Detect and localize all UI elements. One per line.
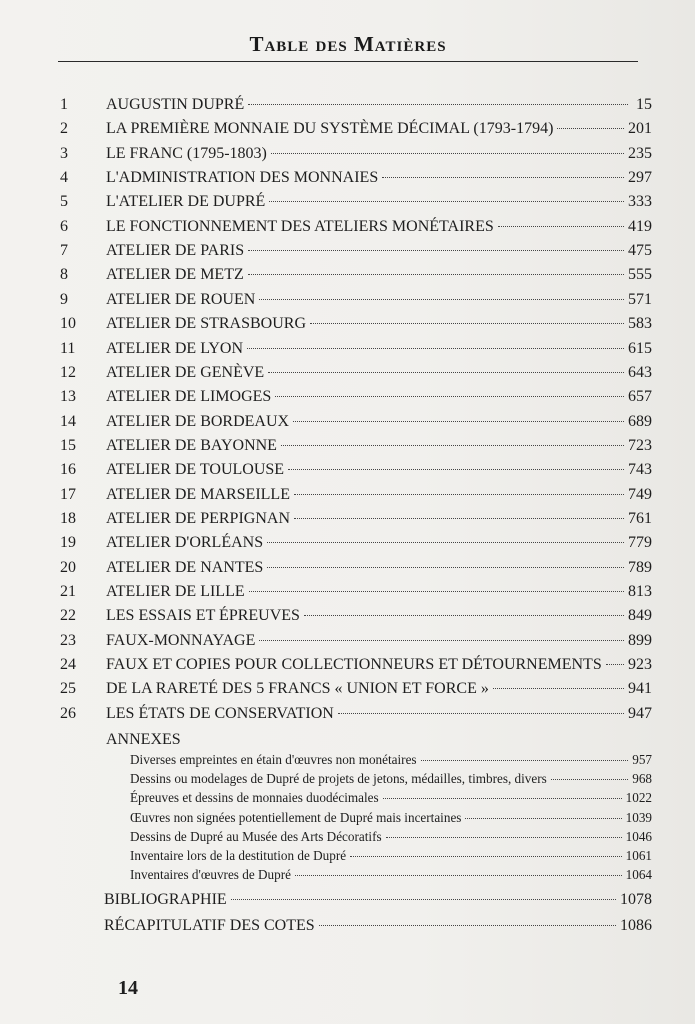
chapter-number: 7	[60, 242, 68, 260]
entry-page-number: 555	[628, 266, 652, 284]
toc-entry-end[interactable]	[104, 917, 652, 941]
entry-title: ATELIER DE BAYONNE	[106, 436, 277, 454]
toc-entry[interactable]	[60, 266, 652, 290]
entry-page-number: 743	[628, 461, 652, 479]
dot-leader	[247, 348, 624, 349]
entry-title: ATELIER DE METZ	[106, 266, 244, 284]
toc-entry[interactable]	[60, 169, 652, 193]
entry-page-number: 1061	[625, 848, 652, 863]
entry-title: ATELIER D'ORLÉANS	[106, 534, 264, 552]
entry-page-number: 1086	[620, 917, 652, 934]
toc-entry[interactable]	[60, 364, 652, 388]
toc-entry[interactable]	[60, 680, 652, 704]
entry-page-number: 923	[628, 656, 652, 674]
entry-page-number: 583	[628, 315, 652, 333]
toc-entry[interactable]	[60, 607, 652, 631]
toc-entry[interactable]	[60, 461, 652, 485]
chapter-number: 11	[60, 339, 76, 357]
toc-entry[interactable]	[60, 486, 652, 510]
toc-entry[interactable]	[60, 96, 652, 120]
dot-leader	[338, 713, 624, 714]
entry-page-number: 749	[628, 485, 652, 503]
dot-leader	[269, 201, 624, 202]
entry-page-number: 1046	[625, 828, 652, 844]
dot-leader	[294, 494, 624, 495]
dot-leader	[259, 299, 624, 300]
chapter-number: 20	[60, 558, 76, 576]
dot-leader	[231, 899, 616, 900]
toc-entry[interactable]	[60, 510, 652, 534]
annex-entry[interactable]	[130, 752, 652, 772]
chapter-number: 4	[60, 169, 68, 187]
entry-title: L'ATELIER DE DUPRÉ	[106, 193, 266, 211]
annex-entry[interactable]	[130, 810, 652, 830]
entry-page-number: 899	[628, 631, 652, 649]
entry-title: Œuvres non signées potentiellement de Dupré mais incertaines	[130, 809, 462, 825]
entry-page-number: 657	[628, 388, 652, 406]
entry-title: ATELIER DE ROUEN	[106, 290, 256, 308]
entry-title: ATELIER DE STRASBOURG	[106, 315, 307, 333]
chapter-number: 21	[60, 583, 76, 600]
entry-page-number: 201	[628, 120, 652, 138]
dot-leader	[350, 856, 622, 857]
entry-page-number: 849	[628, 607, 652, 625]
entry-title: ATELIER DE GENÈVE	[106, 363, 265, 381]
chapter-number: 18	[60, 509, 76, 527]
chapter-number: 23	[60, 631, 76, 649]
entry-title: LA PREMIÈRE MONNAIE DU SYSTÈME DÉCIMAL (1793-1794)	[106, 120, 554, 138]
entry-title: LE FONCTIONNEMENT DES ATELIERS MONÉTAIRES	[106, 217, 494, 235]
chapter-number: 24	[60, 656, 76, 674]
entry-title: RÉCAPITULATIF DES COTES	[104, 917, 315, 934]
entry-page-number: 1022	[625, 790, 652, 806]
entry-page-number: 643	[628, 363, 652, 381]
entry-title: Dessins de Dupré au Musée des Arts Décoratifs	[130, 828, 382, 844]
dot-leader	[249, 591, 624, 592]
toc-entry[interactable]	[60, 632, 652, 656]
entry-page-number: 779	[628, 534, 652, 552]
chapter-number: 2	[60, 120, 68, 138]
toc-entry[interactable]	[60, 534, 652, 558]
toc-entry[interactable]	[60, 145, 652, 169]
dot-leader	[267, 542, 624, 543]
entry-title: Épreuves et dessins de monnaies duodécimales	[130, 790, 379, 806]
entry-page-number: 761	[628, 509, 652, 527]
annex-entry[interactable]	[130, 867, 652, 887]
toc-entry[interactable]	[60, 291, 652, 315]
toc-entry[interactable]	[60, 242, 652, 266]
dot-leader	[493, 688, 624, 689]
dot-leader	[248, 274, 624, 275]
entry-title: ATELIER DE TOULOUSE	[106, 461, 285, 479]
toc-entry[interactable]	[60, 705, 652, 729]
toc-entry[interactable]	[60, 583, 652, 607]
toc-entry[interactable]	[60, 656, 652, 680]
dot-leader	[551, 779, 628, 780]
entry-page-number: 1078	[620, 891, 652, 908]
entry-page-number: 615	[628, 339, 652, 357]
dot-leader	[421, 760, 628, 761]
dot-leader	[248, 250, 624, 251]
chapter-number: 17	[60, 485, 76, 503]
chapter-number: 25	[60, 680, 76, 698]
entry-page-number: 723	[628, 436, 652, 454]
entry-title: LES ÉTATS DE CONSERVATION	[106, 704, 334, 722]
entry-page-number: 333	[628, 193, 652, 211]
entry-page-number: 968	[632, 771, 652, 787]
chapter-number: 1	[60, 96, 68, 113]
entry-page-number: 571	[628, 290, 652, 308]
dot-leader	[382, 177, 624, 178]
title-rule	[58, 61, 638, 62]
entry-page-number: 15	[636, 96, 652, 113]
toc-entry[interactable]	[60, 193, 652, 217]
toc-entry[interactable]	[60, 437, 652, 461]
toc-entry[interactable]	[60, 340, 652, 364]
toc-entry[interactable]	[60, 315, 652, 339]
entry-page-number: 297	[628, 169, 652, 187]
entry-page-number: 1039	[625, 809, 652, 825]
dot-leader	[268, 372, 624, 373]
chapter-number: 3	[60, 144, 68, 162]
dot-leader	[465, 818, 621, 819]
dot-leader	[606, 664, 624, 665]
chapter-number: 26	[60, 704, 76, 722]
entry-title: BIBLIOGRAPHIE	[104, 891, 227, 908]
entry-title: Inventaires d'œuvres de Dupré	[130, 867, 291, 883]
entry-title: ATELIER DE LYON	[106, 339, 244, 357]
entry-title: ATELIER DE PARIS	[106, 242, 245, 260]
entry-page-number: 941	[628, 680, 652, 698]
entry-title: LE FRANC (1795-1803)	[106, 144, 267, 162]
entry-title: Inventaire lors de la destitution de Dupré	[130, 848, 347, 863]
dot-leader	[386, 837, 622, 838]
dot-leader	[248, 104, 628, 105]
toc-entry[interactable]	[60, 218, 652, 242]
entry-title: ATELIER DE MARSEILLE	[106, 485, 290, 503]
annex-entry[interactable]	[130, 848, 652, 868]
entry-title: ATELIER DE LILLE	[106, 583, 245, 600]
chapter-number: 14	[60, 412, 76, 430]
chapter-number: 19	[60, 534, 76, 552]
entry-title: FAUX ET COPIES POUR COLLECTIONNEURS ET DÉTOURNEMENTS	[106, 656, 602, 674]
entry-title: Dessins ou modelages de Dupré de projets de jetons, médailles, timbres, divers	[130, 771, 547, 787]
entry-page-number: 235	[628, 144, 652, 162]
dot-leader	[293, 421, 624, 422]
dot-leader	[271, 153, 624, 154]
entry-title: DE LA RARETÉ DES 5 FRANCS « UNION ET FORCE »	[106, 680, 489, 698]
dot-leader	[498, 226, 624, 227]
entry-page-number: 419	[628, 217, 652, 235]
chapter-number: 22	[60, 607, 76, 625]
toc-entry[interactable]	[60, 413, 652, 437]
dot-leader	[281, 445, 624, 446]
dot-leader	[557, 128, 624, 129]
entry-page-number: 947	[628, 704, 652, 722]
chapter-number: 15	[60, 436, 76, 454]
chapter-number: 9	[60, 290, 68, 308]
entry-page-number: 475	[628, 242, 652, 260]
chapter-number: 5	[60, 193, 68, 211]
entry-page-number: 789	[628, 558, 652, 576]
dot-leader	[275, 396, 624, 397]
entry-title: Diverses empreintes en étain d'œuvres non monétaires	[130, 752, 417, 767]
entry-title: L'ADMINISTRATION DES MONNAIES	[106, 169, 379, 187]
entry-title: ATELIER DE LIMOGES	[106, 388, 272, 406]
entry-title: FAUX-MONNAYAGE	[106, 631, 256, 649]
annex-entry[interactable]	[130, 829, 652, 849]
entry-page-number: 689	[628, 412, 652, 430]
entry-page-number: 1064	[625, 867, 652, 883]
entry-title: LES ESSAIS ET ÉPREUVES	[106, 607, 300, 625]
chapter-number: 10	[60, 315, 76, 333]
chapter-number: 13	[60, 388, 76, 406]
entry-page-number: 957	[632, 752, 652, 767]
dot-leader	[267, 567, 624, 568]
entry-title: ATELIER DE NANTES	[106, 558, 264, 576]
chapter-number: 12	[60, 363, 76, 381]
dot-leader	[319, 925, 616, 926]
dot-leader	[304, 615, 624, 616]
entry-page-number: 813	[628, 583, 652, 600]
toc-entry[interactable]	[60, 120, 652, 144]
page-title: Table des Matières	[249, 32, 447, 56]
chapter-number: 8	[60, 266, 68, 284]
dot-leader	[294, 518, 624, 519]
chapter-number: 16	[60, 461, 76, 479]
dot-leader	[295, 875, 622, 876]
toc-entry-end[interactable]	[104, 891, 652, 915]
toc-entry[interactable]	[60, 559, 652, 583]
annexes-heading: ANNEXES	[106, 731, 181, 748]
toc-entry[interactable]	[60, 388, 652, 412]
dot-leader	[383, 798, 622, 799]
dot-leader	[259, 640, 624, 641]
page-number: 14	[118, 977, 138, 999]
chapter-number: 6	[60, 217, 68, 235]
entry-title: AUGUSTIN DUPRÉ	[106, 96, 245, 113]
annex-entry[interactable]	[130, 790, 652, 810]
entry-title: ATELIER DE BORDEAUX	[106, 412, 290, 430]
dot-leader	[288, 469, 624, 470]
annex-entry[interactable]	[130, 771, 652, 791]
entry-title: ATELIER DE PERPIGNAN	[106, 509, 290, 527]
dot-leader	[310, 323, 624, 324]
